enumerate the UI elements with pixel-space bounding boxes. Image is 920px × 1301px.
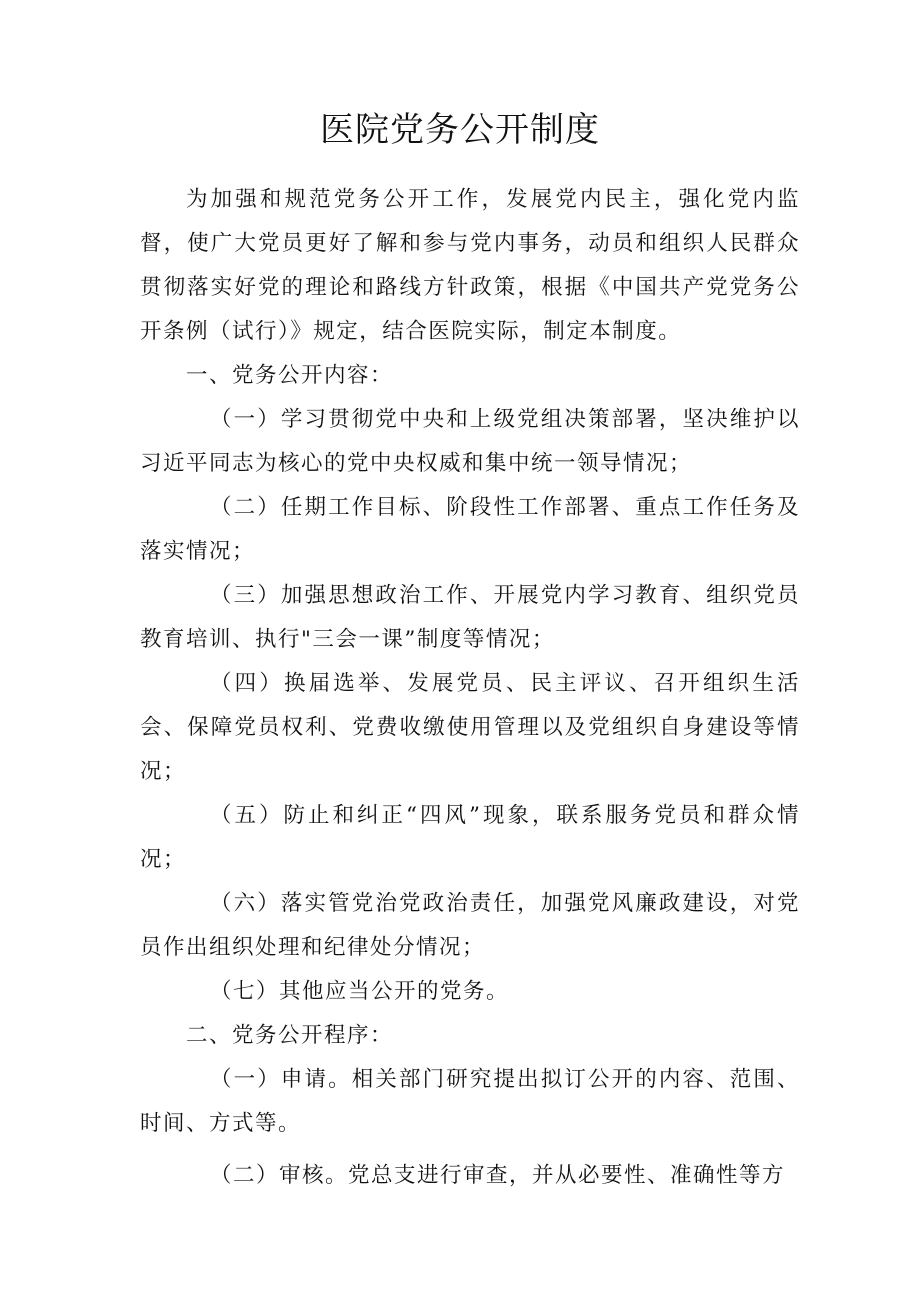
list-item: （一）学习贯彻党中央和上级党组决策部署，坚决维护以习近平同志为核心的党中央权威和集中统一领导情况； [140,407,800,476]
section-heading-procedure: 二、党务公开程序： [186,1023,394,1048]
list-item: （六）落实管党治党政治责任，加强党风廉政建设，对党员作出组织处理和纪律处分情况； [140,891,800,960]
intro-paragraph: 为加强和规范党务公开工作，发展党内民主，强化党内监督，使广大党员更好了解和参与党内事务，动员和组织人民群众贯彻落实好党的理论和路线方针政策，根据《中国共产党党务公开条例（试行）》规定，结合医院实际，制定本制度。 [140,187,800,344]
list-item: （四）换届选举、发展党员、民主评议、召开组织生活会、保障党员权利、党费收缴使用管理以及党组织自身建设等情况； [140,671,800,784]
section-heading-content: 一、党务公开内容： [186,363,394,388]
list-item: （七）其他应当公开的党务。 [210,979,510,1004]
list-item: （二）任期工作目标、阶段性工作部署、重点工作任务及落实情况； [140,495,800,564]
list-item: （五）防止和纠正“四风”现象，联系服务党员和群众情况； [140,803,800,872]
document-body [140,178,800,1198]
document-title: 医院党务公开制度 [320,110,600,150]
list-item: （二）审核。党总支进行审查，并从必要性、准确性等方 [210,1163,786,1188]
list-item: （一）申请。相关部门研究提出拟订公开的内容、范围、时间、方式等。 [140,1067,800,1136]
list-item: （三）加强思想政治工作、开展党内学习教育、组织党员教育培训、执行"三会一课”制度等情况； [140,583,800,652]
